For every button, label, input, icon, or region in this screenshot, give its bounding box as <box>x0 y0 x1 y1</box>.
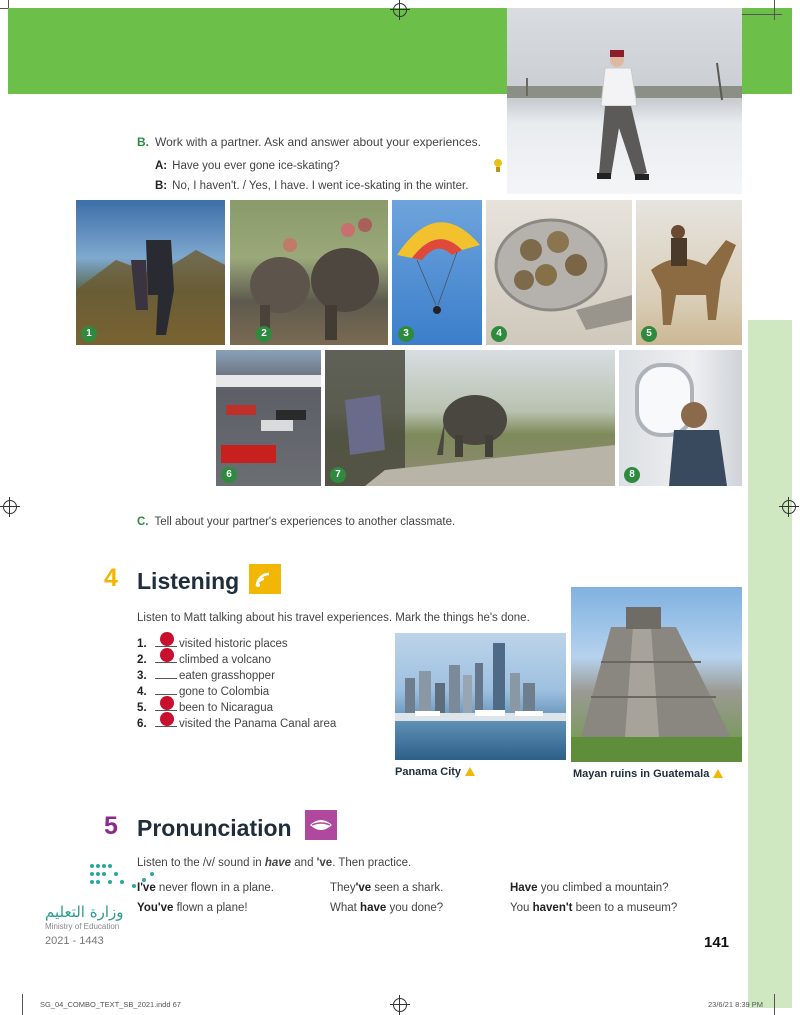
registration-mark <box>393 998 407 1012</box>
listening-instruction: Listen to Matt talking about his travel experiences. Mark the things he's done. <box>137 612 530 624</box>
crop-mark <box>22 994 23 1015</box>
pronunciation-example: You haven't been to a museum? <box>510 902 678 914</box>
edition-year: 2021 - 1443 <box>45 935 104 947</box>
answer-blank[interactable] <box>155 637 177 647</box>
photo-mayan-ruins <box>571 587 742 762</box>
listening-item: 4. gone to Colombia <box>137 686 270 698</box>
footer-file-info: SG_04_COMBO_TEXT_SB_2021.indd 67 <box>40 1000 181 1009</box>
footer-timestamp: 23/6/21 8:39 PM <box>708 1000 764 1009</box>
answer-blank[interactable] <box>155 717 177 727</box>
section-c-instruction <box>137 516 455 528</box>
lips-icon[interactable] <box>305 810 337 840</box>
photo-panama-city <box>395 633 566 760</box>
photo-number-badge: 1 <box>81 326 97 342</box>
header-green-band-right <box>742 8 792 94</box>
pronunciation-example: I've never flown in a plane. <box>137 882 275 894</box>
answer-mark <box>160 648 174 662</box>
listening-item: 3. eaten grasshopper <box>137 670 275 682</box>
pronunciation-example: You've flown a plane! <box>137 902 248 914</box>
photo-number-badge: 7 <box>330 467 346 483</box>
listening-item: 5. been to Nicaragua <box>137 701 273 717</box>
listening-item: 6. visited the Panama Canal area <box>137 717 336 733</box>
photo-snails-dish <box>486 200 632 345</box>
photo-airplane-window <box>619 350 742 486</box>
photo-number-badge: 2 <box>256 326 272 342</box>
pronunciation-number: 5 <box>104 812 118 840</box>
dialog-label-b: B: <box>155 180 168 192</box>
crop-mark <box>774 994 775 1015</box>
caption-panama-city: Panama City <box>395 766 475 778</box>
photo-parasailing <box>392 200 482 345</box>
photo-safari-elephant <box>325 350 615 486</box>
ministry-name-english: Ministry of Education <box>45 922 120 931</box>
section-b-text: Work with a partner. Ask and answer about your experiences. <box>155 135 481 149</box>
photo-elephant-ride <box>230 200 388 345</box>
listening-number: 4 <box>104 564 118 592</box>
ministry-name-arabic: وزارة التعليم <box>45 903 124 921</box>
answer-blank[interactable] <box>155 669 177 679</box>
section-c-text: Tell about your partner's experiences to another classmate. <box>154 516 456 528</box>
registration-mark <box>782 500 796 514</box>
crop-mark <box>0 8 8 9</box>
ice-skating-photo <box>507 8 742 194</box>
photo-number-badge: 6 <box>221 467 237 483</box>
section-b-instruction <box>137 135 481 149</box>
section-c-letter: C. <box>137 516 149 528</box>
dialog-text-a: Have you ever gone ice-skating? <box>172 160 340 172</box>
registration-mark <box>3 500 17 514</box>
dialog-text-b: No, I haven't. / Yes, I have. I went ice-skating in the winter. <box>172 180 469 192</box>
listening-item: 1. visited historic places <box>137 637 288 653</box>
answer-mark <box>160 632 174 646</box>
header-green-band <box>8 8 508 94</box>
ministry-logo-dots-icon <box>88 862 158 899</box>
pronunciation-example: They've seen a shark. <box>330 882 444 894</box>
page-number: 141 <box>704 934 730 951</box>
warning-triangle-icon <box>713 769 723 778</box>
dialog-line-b <box>155 180 468 192</box>
crop-mark <box>8 0 9 8</box>
pronunciation-title: Pronunciation <box>137 815 292 841</box>
listening-item: 2. climbed a volcano <box>137 653 271 669</box>
crop-mark <box>742 14 782 15</box>
pronunciation-example: Have you climbed a mountain? <box>510 882 669 894</box>
photo-number-badge: 3 <box>398 326 414 342</box>
dialog-label-a: A: <box>155 160 168 172</box>
answer-mark <box>160 712 174 726</box>
photo-race-cars <box>216 350 321 486</box>
answer-mark <box>160 696 174 710</box>
warning-triangle-icon <box>465 767 475 776</box>
pronunciation-example: What have you done? <box>330 902 444 914</box>
pronunciation-instruction: Listen to the /v/ sound in have and 've. Then practice. <box>137 857 412 869</box>
listening-title: Listening <box>137 568 240 594</box>
crop-mark <box>774 0 775 20</box>
section-b-letter: B. <box>137 135 149 149</box>
caption-mayan-ruins: Mayan ruins in Guatemala <box>573 768 723 780</box>
photo-number-badge: 4 <box>491 326 507 342</box>
registration-mark <box>393 3 407 17</box>
lightbulb-icon <box>493 158 503 179</box>
answer-blank[interactable] <box>155 701 177 711</box>
dialog-line-a <box>155 160 340 172</box>
side-green-band <box>748 320 792 1008</box>
answer-blank[interactable] <box>155 653 177 663</box>
photo-hiking <box>76 200 225 345</box>
photo-number-badge: 5 <box>641 326 657 342</box>
audio-icon[interactable] <box>249 564 281 594</box>
answer-blank[interactable] <box>155 685 177 695</box>
photo-camel-ride <box>636 200 742 345</box>
photo-number-badge: 8 <box>624 467 640 483</box>
